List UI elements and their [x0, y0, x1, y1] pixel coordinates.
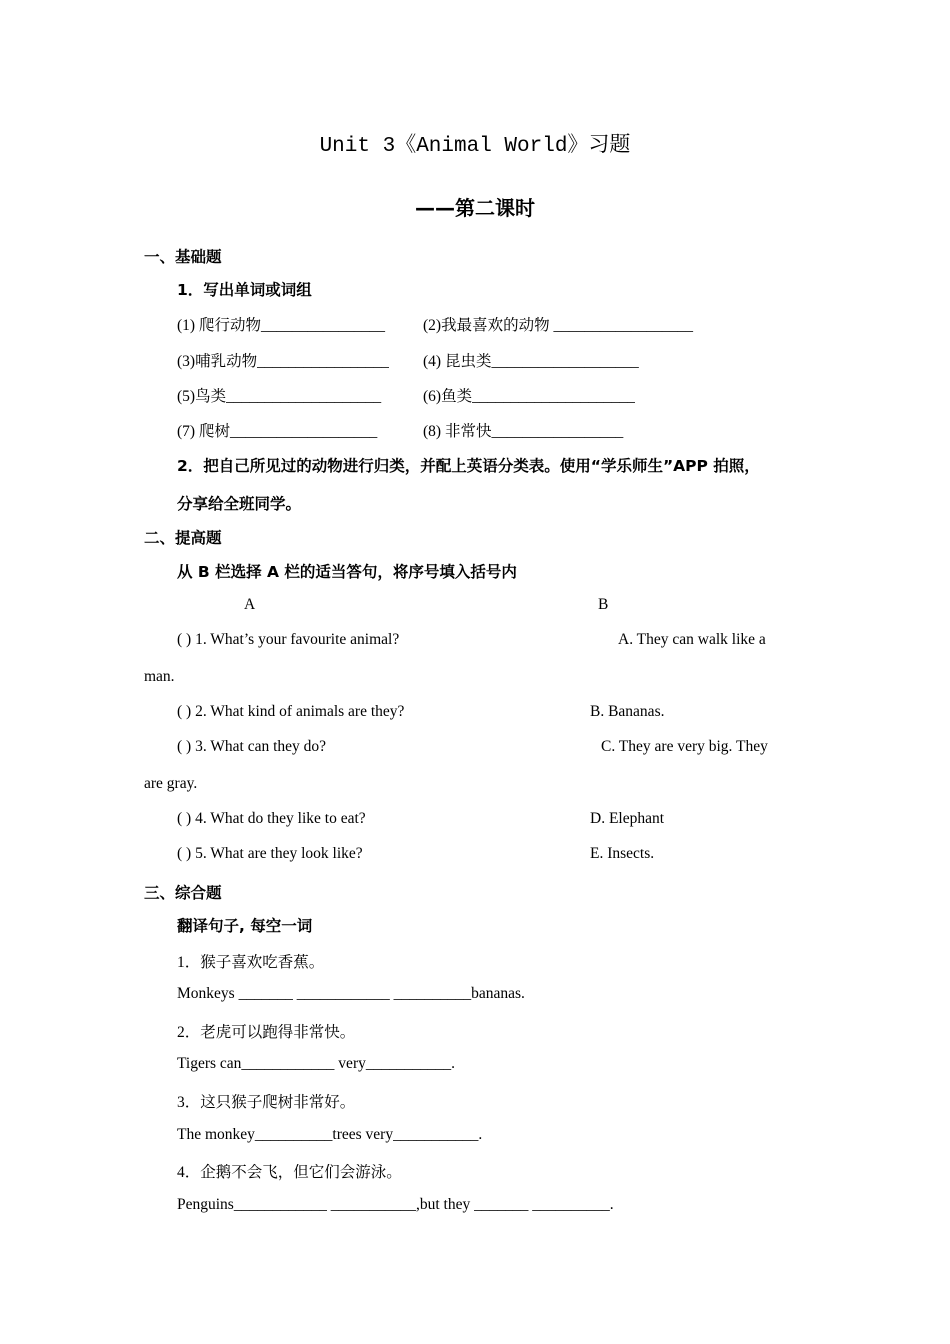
matching-answer-a-wrap: man. [144, 668, 175, 685]
translation-en-2: Tigers can____________ very___________. [177, 1055, 455, 1072]
section-2-heading: 二、提高题 [144, 529, 222, 547]
vocab-item-4: (4) 昆虫类___________________ [423, 353, 639, 370]
page-subtitle: ——第二课时 [415, 196, 535, 220]
translation-en-4: Penguins____________ ___________,but they _______ __________. [177, 1196, 614, 1213]
vocab-item-1: (1) 爬行动物________________ [177, 317, 385, 334]
matching-answer-e: E. Insects. [590, 845, 655, 862]
vocab-item-8: (8) 非常快_________________ [423, 423, 624, 440]
section-1-heading: 一、基础题 [144, 248, 222, 266]
vocab-item-2: (2)我最喜欢的动物 __________________ [423, 317, 693, 334]
matching-question-1: ( ) 1. What’s your favourite animal? [177, 631, 400, 648]
vocab-item-5: (5)鸟类____________________ [177, 388, 382, 405]
matching-instruction: 从 B 栏选择 A 栏的适当答句，将序号填入括号内 [177, 563, 517, 581]
column-a-label: A [244, 596, 256, 613]
vocab-item-7: (7) 爬树___________________ [177, 423, 378, 440]
matching-answer-a: A. They can walk like a [618, 631, 766, 648]
translation-en-1: Monkeys _______ ____________ __________bananas. [177, 985, 525, 1002]
matching-question-5: ( ) 5. What are they look like? [177, 845, 363, 862]
q1-label: 1．写出单词或词组 [177, 281, 312, 299]
translation-cn-3: 3．这只猴子爬树非常好。 [177, 1094, 356, 1111]
translation-cn-4: 4．企鹅不会飞，但它们会游泳。 [177, 1164, 402, 1181]
translation-instruction: 翻译句子, 每空一词 [177, 917, 313, 935]
vocab-item-6: (6)鱼类_____________________ [423, 388, 635, 405]
matching-answer-c: C. They are very big. They [601, 738, 768, 755]
matching-question-4: ( ) 4. What do they like to eat? [177, 810, 366, 827]
column-b-label: B [598, 596, 609, 613]
section-3-heading: 三、综合题 [144, 884, 222, 902]
translation-cn-1: 1．猴子喜欢吃香蕉。 [177, 954, 325, 971]
page-title: Unit 3《Animal World》习题 [319, 135, 631, 158]
vocab-item-3: (3)哺乳动物_________________ [177, 353, 389, 370]
matching-question-3: ( ) 3. What can they do? [177, 738, 327, 755]
translation-cn-2: 2．老虎可以跑得非常快。 [177, 1024, 356, 1041]
matching-answer-b: B. Bananas. [590, 703, 665, 720]
translation-en-3: The monkey__________trees very___________. [177, 1126, 483, 1143]
q2-line-2: 分享给全班同学。 [177, 495, 302, 513]
matching-answer-c-wrap: are gray. [144, 775, 198, 792]
matching-question-2: ( ) 2. What kind of animals are they? [177, 703, 405, 720]
q2-line-1: 2．把自己所见过的动物进行归类，并配上英语分类表。使用“学乐师生”APP 拍照， [177, 457, 760, 475]
matching-answer-d: D. Elephant [590, 810, 665, 827]
